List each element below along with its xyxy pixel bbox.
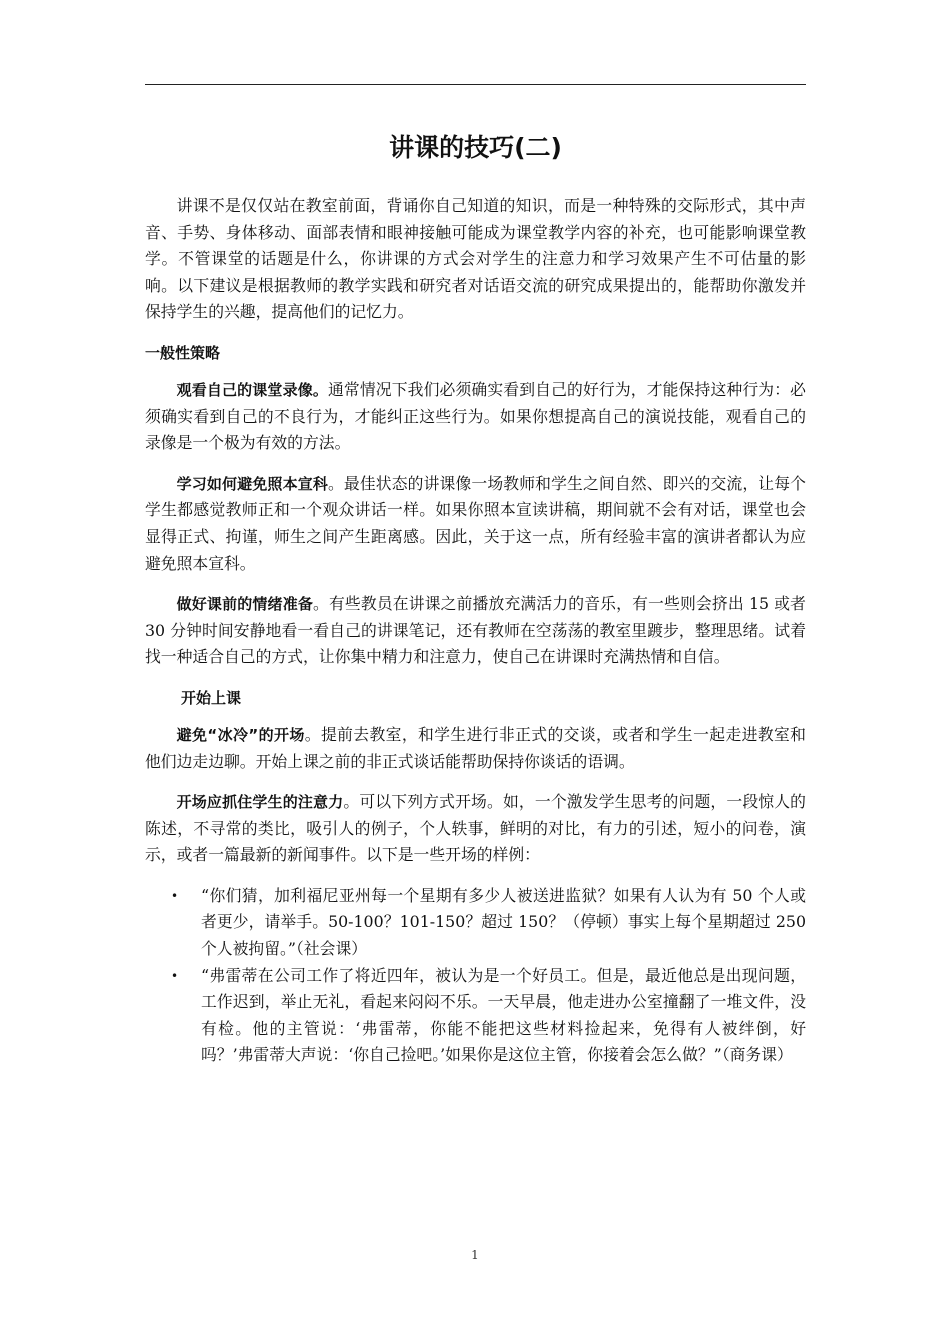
list-item (145, 963, 806, 1069)
page-title: 讲课的技巧(二) (389, 133, 562, 162)
paragraph-text: 。最佳状态的讲课像一场教师和学生之间自然、即兴的交流，让每个学生都感觉教师正和一个观众讲话一样。如果你照本宣读讲稿，期间就不会有对话，课堂也会显得正式、拘谨，师生之间产生距离感。因此，关于这一点，所有经验丰富的演讲者都认为应避免照本宣科。 (145, 473, 806, 573)
bullet-icon: • (171, 968, 179, 983)
paragraph-lead: 避免“冰冷”的开场 (176, 725, 305, 744)
paragraph-lead: 学习如何避免照本宣科 (176, 474, 328, 493)
bullet-icon: • (171, 888, 179, 903)
intro-paragraph: 讲课不是仅仅站在教室前面，背诵你自己知道的知识，而是一种特殊的交际形式，其中声音、手势、身体移动、面部表情和眼神接触可能成为课堂教学内容的补充，也可能影响课堂教学。不管课堂的话题是什么，你讲课的方式会对学生的注意力和学习效果产生不可估量的影响。以下建议是根据教师的教学实践和研究者对话语交流的研究成果提出的，能帮助你激发并保持学生的兴趣，提高他们的记忆力。 (145, 196, 806, 322)
section-heading-general-strategies: 一般性策略 (145, 343, 221, 362)
paragraph-text: 。可以下列方式开场。如，一个激发学生思考的问题，一段惊人的陈述，不寻常的类比，吸引人的例子，个人轶事，鲜明的对比，有力的引述，短小的问卷，演示，或者一篇最新的新闻事件。以下是一些开场的样例： (145, 792, 806, 865)
list-item-text: “弗雷蒂在公司工作了将近四年，被认为是一个好员工。但是，最近他总是出现问题，工作迟到，举止无礼，看起来闷闷不乐。一天早晨，他走进办公室撞翻了一堆文件，没有检。他的主管说：‘弗雷蒂，你能不能把这些材料捡起来，免得有人被绊倒，好吗？’弗雷蒂大声说：‘你自己捡吧。’如果你是这位主管，你接着会怎么做？”（商务课） (201, 965, 806, 1065)
paragraph-avoid-reading (145, 471, 806, 577)
header-rule (145, 84, 806, 85)
page-number: 1 (471, 1248, 479, 1262)
paragraph-grab-attention (145, 789, 806, 869)
document-body (145, 193, 806, 1069)
paragraph-lead: 做好课前的情绪准备 (176, 595, 314, 614)
paragraph-text: 通常情况下我们必须确实看到自己的好行为，才能保持这种行为：必须确实看到自己的不良行为，才能纠正这些行为。如果你想提高自己的演说技能，观看自己的录像是一个极为有效的方法。 (145, 379, 806, 453)
paragraph-emotional-prep (145, 591, 806, 671)
paragraph-lead: 开场应抓住学生的注意力 (176, 793, 344, 812)
paragraph-text: 。提前去教室，和学生进行非正式的交谈，或者和学生一起走进教室和他们边走边聊。开始上课之前的非正式谈话能帮助保持你谈话的语调。 (145, 724, 806, 771)
paragraph-lead: 观看自己的课堂录像。 (176, 380, 328, 399)
example-list (145, 883, 806, 1069)
paragraph-text: 。有些教员在讲课之前播放充满活力的音乐，有一些则会挤出 15 或者 30 分钟时间安静地看一看自己的讲课笔记，还有教师在空荡荡的教室里踱步，整理思绪。试着找一种适合自己的方式，让你集中精力和注意力，使自己在讲课时充满热情和自信。 (145, 594, 806, 667)
section-heading-starting-class: 开始上课 (181, 688, 242, 707)
list-item-text: “你们猜，加利福尼亚州每一个星期有多少人被送进监狱？如果有人认为有 50 个人或者更少，请举手。50-100？101-150？超过 150？（停顿）事实上每个星期超过 250 个人被拘留。”（社会课） (201, 885, 806, 959)
paragraph-watch-video (145, 377, 806, 457)
paragraph-avoid-cold-open (145, 722, 806, 775)
list-item (145, 883, 806, 963)
